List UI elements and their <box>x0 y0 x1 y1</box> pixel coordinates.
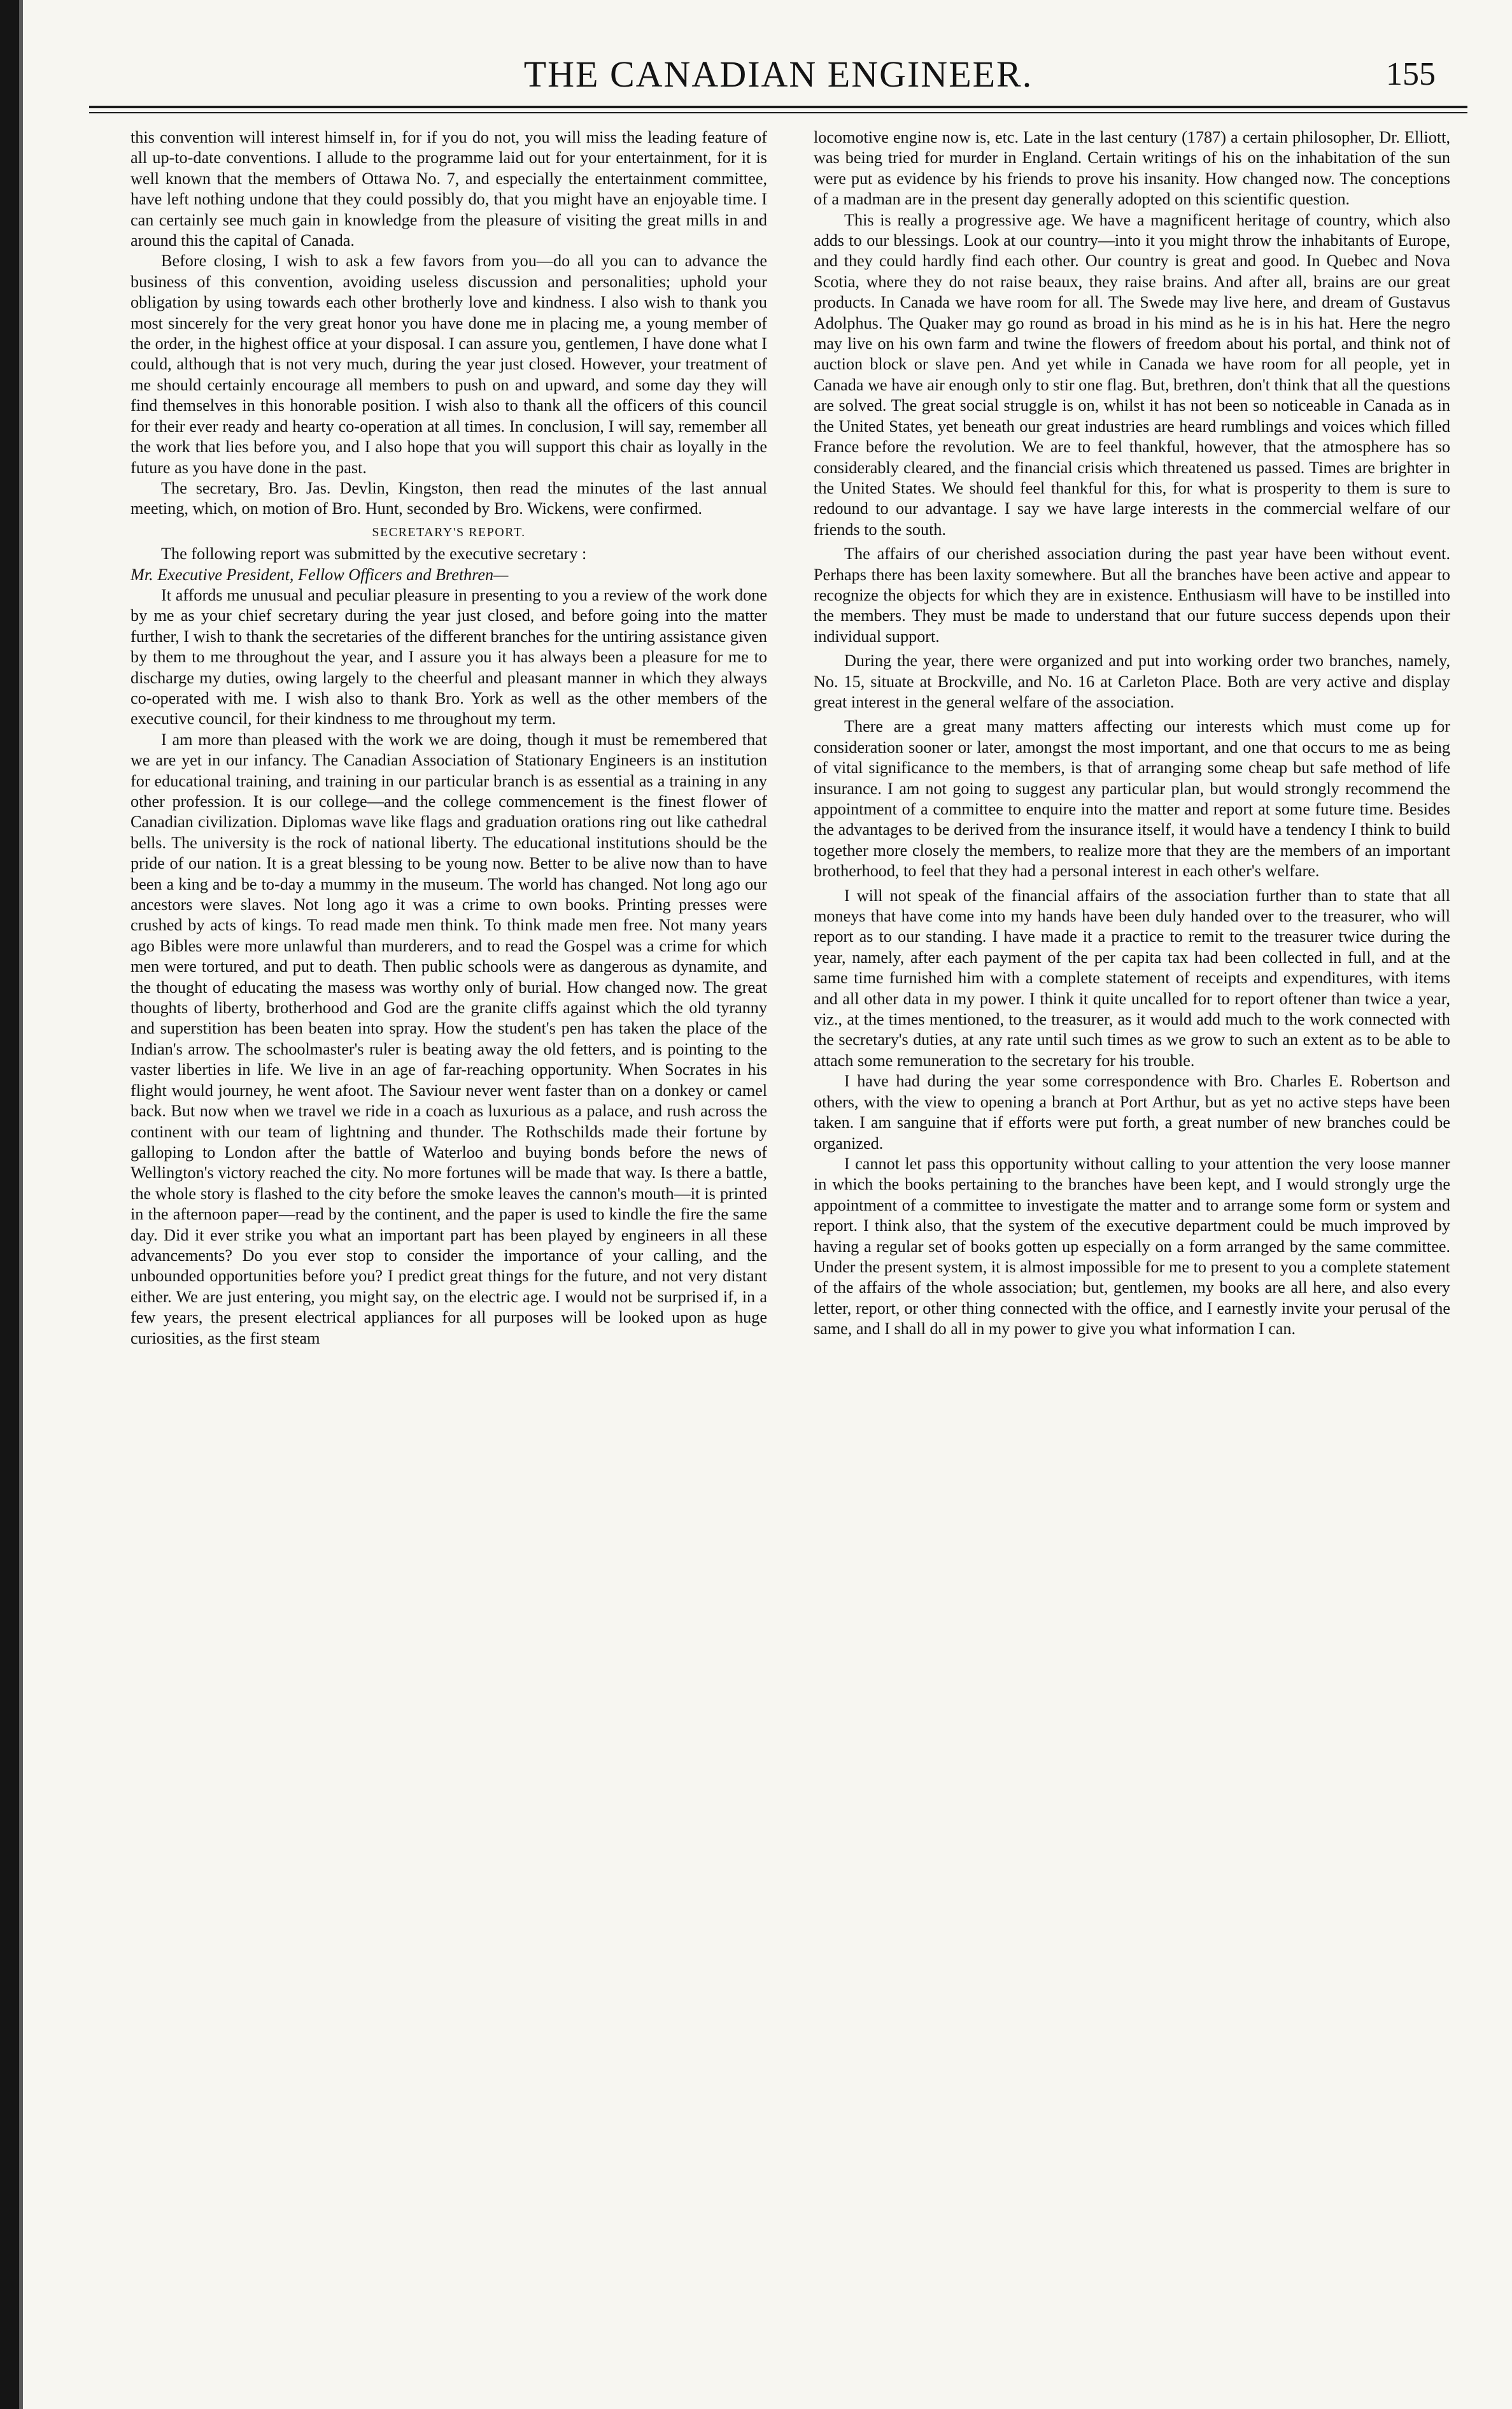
paragraph: this convention will interest himself in, for if you do not, you will miss the leading feature of all up-to-date conventions. I allude to the programme laid out for your entertainment, for it is well known that the members of Ottawa No. 7, and especially the entertainment committee, have left nothing undone that they could possibly do, that you might have an enjoyable time. I can certainly see much gain in knowledge from the pleasure of visiting the great mills in and around this the capital of Canada. <box>131 128 767 250</box>
left-column <box>131 127 767 2382</box>
paragraph: It affords me unusual and peculiar pleasure in presenting to you a review of the work done by me as your chief secretary during the year just closed, and before going into the matter further, I wish to thank the secretaries of the different branches for the untiring assistance given by them to me throughout the year, and I assure you it has always been a pleasure for me to discharge my duties, owing largely to the cheerful and pleasant manner in which they always co-operated with me. I wish also to thank Bro. York as well as the other members of the executive council, for their kindness to me throughout my term. <box>131 585 767 728</box>
paragraph: locomotive engine now is, etc. Late in the last century (1787) a certain philosopher, Dr. Elliott, was being tried for murder in England. Certain writings of his on the inhabitation of the sun were put as evidence by his friends to prove his insanity. How changed now. The conceptions of a madman are in the present day generally adopted on this scientific question. <box>814 128 1450 209</box>
paragraph: I am more than pleased with the work we are doing, though it must be remembered that we are yet in our infancy. The Canadian Association of Stationary Engineers is an institution for educational training, and training in our particular branch is as essential as a training in any other profession. It is our college—and the college commencement is the finest flower of Canadian civilization. Diplomas wave like flags and graduation orations ring out like cathedral bells. The university is the rock of national liberty. The educational institutions should be the pride of our nation. It is a great blessing to be young now. Better to be alive now than to have been a king and be to-day a mummy in the museum. The world has changed. Not long ago our ancestors were slaves. Not long ago it was a crime to own books. Printing presses were crushed by acts of kings. To read made men think. To think made men free. Not many years ago Bibles were more unlawful than murderers, and to read the Gospel was a crime for which men were tortured, and put to death. Then public schools were as dangerous as dynamite, and the thought of educating the masess was worthy only of burial. How changed now. The great thoughts of liberty, brotherhood and God are the granite cliffs against which the old tyranny and superstition has been beaten into spray. How the student's pen has taken the place of the Indian's arrow. The schoolmaster's ruler is beating away the old fetters, and is pointing to the vaster liberties in life. We live in an age of far-reaching opportunity. When Socrates in his flight would journey, he went afoot. The Saviour never went faster than on a donkey or camel back. But now when we travel we ride in a coach as luxurious as a palace, and rush across the continent with our team of lightning and thunder. The Rothschilds made their fortune by galloping to London after the battle of Waterloo and buying bonds before the news of Wellington's victory reached the city. No more fortunes will be made that way. Is there a battle, the whole story is flashed to the city before the smoke leaves the cannon's mouth—it is printed in the afternoon paper—read by the continent, and the paper is used to kindle the fire the same day. Did it ever strike you what an important part has been played by engineers in all these advancements? Do you ever stop to consider the importance of your calling, and the unbounded opportunities before you? I predict great things for the future, and not very distant either. We are just entering, you might say, on the electric age. I would not be surprised if, in a few years, the present electrical appliances for all purposes will be looked upon as huge curiosities, as the first steam <box>131 730 767 1347</box>
page-header <box>89 46 1467 103</box>
right-column <box>814 127 1450 2382</box>
paragraph: There are a great many matters affecting our interests which must come up for consideration sooner or later, amongst the most important, and one that occurs to me as being of vital significance to the members, is that of arranging some cheap but safe method of life insurance. I am not going to suggest any particular plan, but would strongly recommend the appointment of a committee to enquire into the matter and report at some future time. Besides the advantages to be derived from the insurance itself, it would have a tendency I think to build together more closely the members, to realize more that they are the members of an important brotherhood, to feel that they had a personal interest in each other's welfare. <box>814 717 1450 881</box>
page-number: 155 <box>1386 56 1436 92</box>
paragraph: I cannot let pass this opportunity without calling to your attention the very loose manner in which the books pertaining to the branches have been kept, and I would strongly urge the appointment of a committee to investigate the matter and to arrange some form or system and report. I think also, that the system of the executive department could be much improved by having a regular set of books gotten up especially on a form arranged by the same committee. Under the present system, it is almost impossible for me to present to you a complete statement of the affairs of the whole association; but, gentlemen, my books are all here, and also every letter, report, or other thing connected with the office, and I earnestly invite your perusal of the same, and I shall do all in my power to give you what information I can. <box>814 1154 1450 1339</box>
paragraph: I will not speak of the financial affairs of the association further than to state that all moneys that have come into my hands have been duly handed over to the treasurer, who will report as to our standing. I have made it a practice to remit to the treasurer twice during the year, namely, after each payment of the per capita tax had been collected in full, and at the same time furnished him with a complete statement of receipts and expenditures, with items and all other data in my power. I think it quite uncalled for to report oftener than twice a year, viz., at the times mentioned, to the treasurer, as it would add much to the work connected with the secretary's duties, at any rate until such times as we grow to such an extent as to be able to attach some remuneration to the secretary for his trouble. <box>814 886 1450 1070</box>
paragraph: Before closing, I wish to ask a few favors from you—do all you can to advance the business of this convention, avoiding useless discussion and personalities; uphold your obligation by using towards each other brotherly love and kindness. I also wish to thank you most sincerely for the very great honor you have done me in placing me, a young member of the order, in the highest office at your disposal. I can assure you, gentlemen, I have done what I could, although that is not very much, during the year just closed. However, your treatment of me should certainly encourage all members to push on and upward, and some day they will find themselves in this honorable position. I wish also to thank all the officers of this council for their ever ready and hearty co-operation at all times. In conclusion, I will say, remember all the work that lies before you, and I also hope that you will support this chair as loyally in the future as you have done in the past. <box>131 252 767 477</box>
journal-title: THE CANADIAN ENGINEER. <box>523 53 1033 95</box>
salutation: Mr. Executive President, Fellow Officers and Brethren— <box>131 565 509 584</box>
header-rule-thick <box>89 106 1467 108</box>
paragraph: The affairs of our cherished association during the past year have been without event. Perhaps there has been laxity somewhere. But all the branches have been active and appear to recognize the objects for which they are in existence. Enthusiasm will have to be instilled into the members. They must be made to understand that our future success depends upon their individual support. <box>814 544 1450 646</box>
paragraph: This is really a progressive age. We have a magnificent heritage of country, which also adds to our blessings. Look at our country—into it you might throw the inhabitants of Europe, and they could hardly find each other. Our country is great and good. In Quebec and Nova Scotia, where they do not raise beaux, they raise brains. And after all, brains are our great products. In Canada we have room for all. The Swede may live here, and dream of Gustavus Adolphus. The Quaker may go round as broad in his mind as he is in his hat. Here the negro may live on his own farm and twine the flowers of freedom about his portal, and think not of auction block or slave pen. And yet while in Canada we have room for all people, yet in Canada we have air enough only to stir one flag. But, brethren, don't think that all the questions are solved. The great social struggle is on, whilst it has not been so noticeable in Canada as in the United States, yet beneath our great industries are heard rumblings and voices which filled France before the revolution. We are to feel thankful, however, that the atmosphere has so considerably cleared, and the financial crisis which threatened us passed. Times are brighter in the United States. We should feel thankful for this, for what is prosperity to them is sure to redound to our advantage. I say we have large interests in the commercial welfare of our friends to the south. <box>814 210 1450 539</box>
paragraph: The secretary, Bro. Jas. Devlin, Kingston, then read the minutes of the last annual meeting, which, on motion of Bro. Hunt, seconded by Bro. Wickens, were confirmed. <box>131 478 767 518</box>
binding-edge <box>0 0 19 2409</box>
paragraph: I have had during the year some correspondence with Bro. Charles E. Robertson and others, with the view to opening a branch at Port Arthur, but as yet no active steps have been taken. I am sanguine that if efforts were put forth, a great number of new branches could be organized. <box>814 1072 1450 1153</box>
paragraph: During the year, there were organized and put into working order two branches, namely, No. 15, situate at Brockville, and No. 16 at Carleton Place. Both are very active and display great interest in the general welfare of the association. <box>814 651 1450 711</box>
binding-shadow <box>19 0 23 2409</box>
paragraph: The following report was submitted by the executive secretary : <box>161 544 587 564</box>
header-rule-thin <box>89 112 1467 113</box>
section-heading: SECRETARY'S REPORT. <box>372 525 526 539</box>
